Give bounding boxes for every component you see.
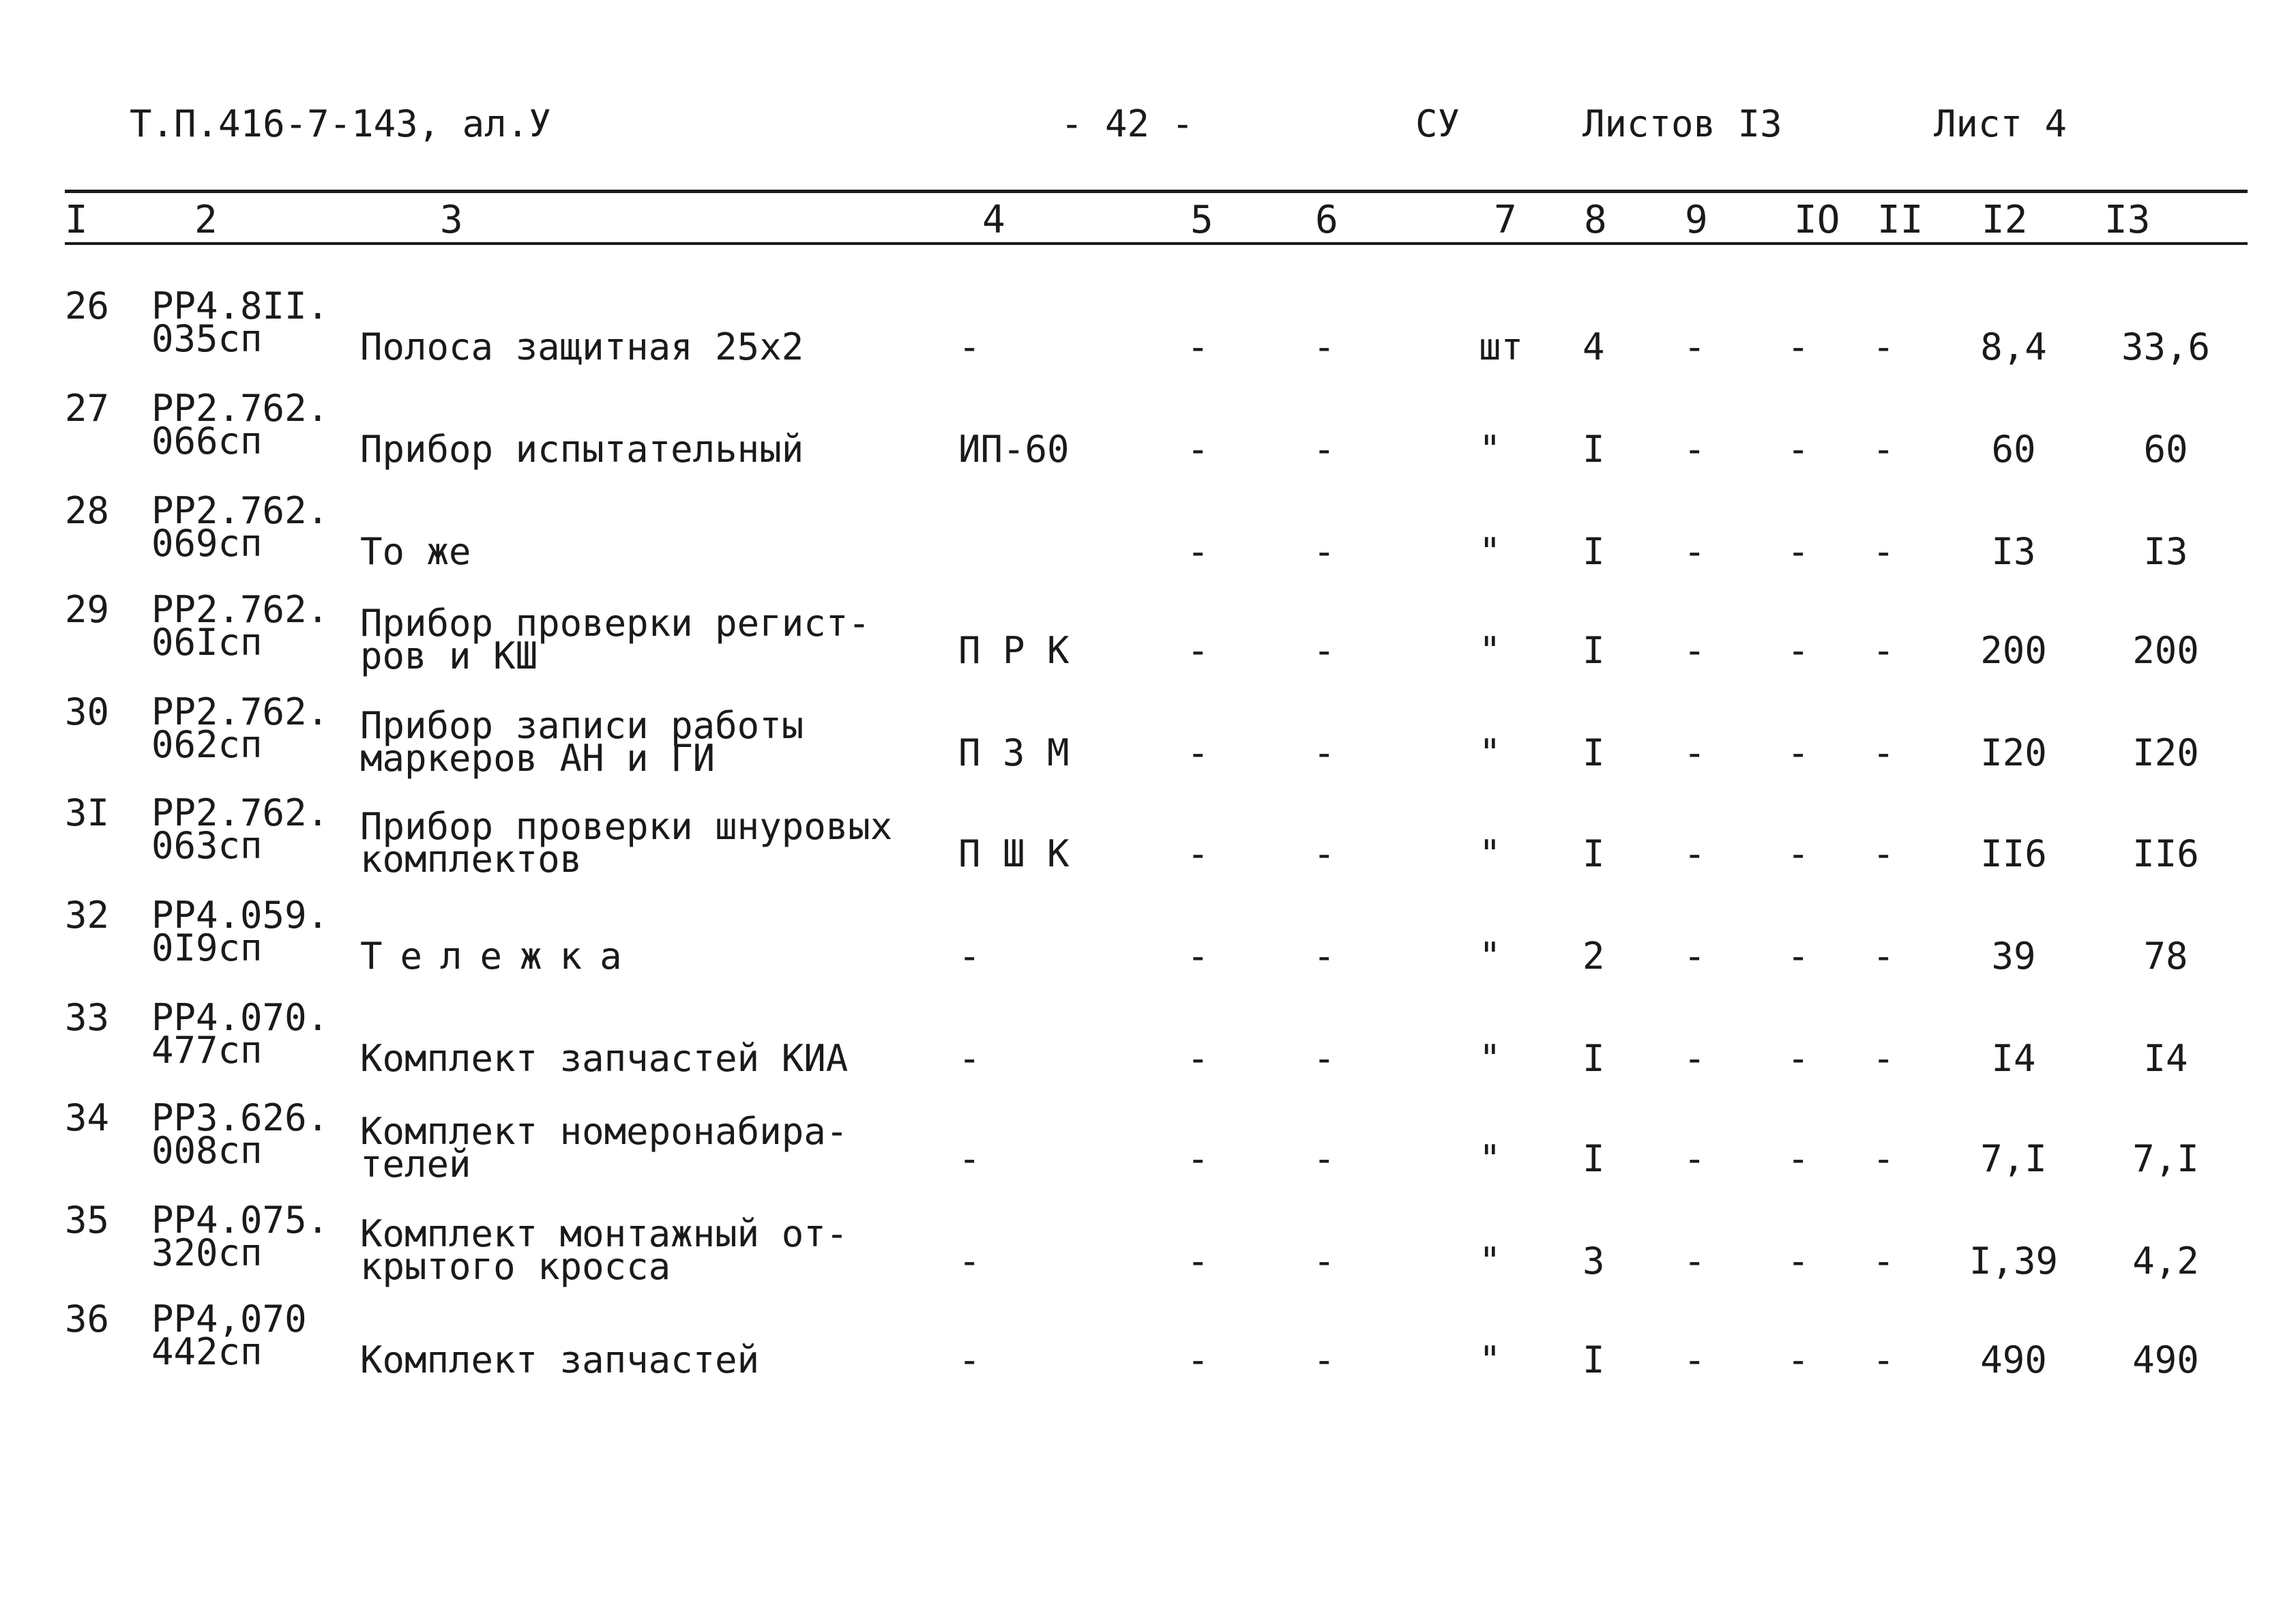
- item-name: Комплект номеронабира- телей: [360, 1110, 849, 1186]
- quantity: I: [1583, 832, 1605, 875]
- designation-code: РР4.8II. 035сп: [151, 284, 329, 360]
- designation-code: РР2.762. 069сп: [151, 489, 329, 565]
- item-name: Тележка: [360, 935, 640, 978]
- item-type: -: [958, 935, 981, 978]
- column-10-value: -: [1787, 530, 1810, 573]
- column-6-value: -: [1313, 629, 1336, 672]
- item-name: Прибор записи работы маркеров АН и ГИ: [360, 704, 804, 780]
- row-number: 30: [65, 690, 110, 733]
- sheet-number: Лист 4: [1934, 102, 2067, 145]
- table-row: [0, 894, 2296, 1001]
- document-reference: Т.П.416-7-143, ал.У: [130, 102, 551, 145]
- total-price: 60: [2143, 428, 2188, 471]
- table-row: [0, 1199, 2296, 1306]
- column-number: I3: [2104, 198, 2151, 242]
- column-5-value: -: [1187, 731, 1209, 774]
- designation-code: РР2.762. 063сп: [151, 791, 329, 867]
- item-name: Прибор проверки шнуровых комплектов: [360, 805, 893, 881]
- column-5-value: -: [1187, 832, 1209, 875]
- sheets-total: Листов I3: [1583, 102, 1782, 145]
- quantity: I: [1583, 1338, 1605, 1381]
- column-11-value: -: [1872, 1137, 1895, 1180]
- column-number: 7: [1494, 198, 1517, 242]
- unit-price: 39: [1991, 935, 2036, 978]
- item-type: П З М: [958, 731, 1070, 774]
- unit-price: 490: [1980, 1338, 2047, 1381]
- column-10-value: -: [1787, 1037, 1810, 1080]
- designation-code: РР4.070. 477сп: [151, 996, 329, 1072]
- row-number: 35: [65, 1199, 110, 1242]
- unit-of-measure: ": [1479, 731, 1501, 774]
- column-6-value: -: [1313, 1137, 1336, 1180]
- column-9-value: -: [1683, 629, 1706, 672]
- column-10-value: -: [1787, 428, 1810, 471]
- column-5-value: -: [1187, 1137, 1209, 1180]
- unit-price: I3: [1991, 530, 2036, 573]
- column-number: II: [1877, 198, 1924, 242]
- unit-price: II6: [1980, 832, 2047, 875]
- table-row: [0, 690, 2296, 798]
- row-number: 27: [65, 387, 110, 430]
- total-price: I4: [2143, 1037, 2188, 1080]
- item-type: -: [958, 1240, 981, 1283]
- column-11-value: -: [1872, 325, 1895, 368]
- total-price: I20: [2132, 731, 2199, 774]
- column-10-value: -: [1787, 935, 1810, 978]
- unit-of-measure: ": [1479, 629, 1501, 672]
- quantity: I: [1583, 1137, 1605, 1180]
- item-type: П Р К: [958, 629, 1070, 672]
- quantity: 4: [1583, 325, 1605, 368]
- column-9-value: -: [1683, 832, 1706, 875]
- column-9-value: -: [1683, 530, 1706, 573]
- row-number: 3I: [65, 791, 110, 834]
- designation-code: РР2.762. 062сп: [151, 690, 329, 766]
- column-9-value: -: [1683, 428, 1706, 471]
- total-price: 200: [2132, 629, 2199, 672]
- total-price: I3: [2143, 530, 2188, 573]
- column-5-value: -: [1187, 1240, 1209, 1283]
- column-10-value: -: [1787, 1137, 1810, 1180]
- row-number: 36: [65, 1298, 110, 1340]
- designation-code: РР4,070 442сп: [151, 1298, 307, 1373]
- total-price: 78: [2143, 935, 2188, 978]
- column-9-value: -: [1683, 1338, 1706, 1381]
- column-11-value: -: [1872, 935, 1895, 978]
- column-5-value: -: [1187, 325, 1209, 368]
- quantity: 2: [1583, 935, 1605, 978]
- column-5-value: -: [1187, 935, 1209, 978]
- unit-price: I20: [1980, 731, 2047, 774]
- unit-of-measure: ": [1479, 530, 1501, 573]
- column-number: 6: [1315, 198, 1338, 242]
- unit-of-measure: шт: [1479, 325, 1524, 368]
- table-row: [0, 284, 2296, 392]
- column-9-value: -: [1683, 1240, 1706, 1283]
- table-header-rule: [65, 242, 2248, 245]
- table-row: [0, 996, 2296, 1104]
- unit-of-measure: ": [1479, 428, 1501, 471]
- total-price: II6: [2132, 832, 2199, 875]
- quantity: I: [1583, 629, 1605, 672]
- quantity: I: [1583, 1037, 1605, 1080]
- column-11-value: -: [1872, 1037, 1895, 1080]
- column-6-value: -: [1313, 731, 1336, 774]
- unit-of-measure: ": [1479, 1137, 1501, 1180]
- column-10-value: -: [1787, 325, 1810, 368]
- column-9-value: -: [1683, 1037, 1706, 1080]
- section-code: СУ: [1415, 102, 1460, 145]
- page-number: - 42 -: [1061, 102, 1194, 145]
- unit-price: I,39: [1969, 1240, 2059, 1283]
- column-number: I: [65, 198, 88, 242]
- unit-of-measure: ": [1479, 832, 1501, 875]
- unit-of-measure: ": [1479, 1338, 1501, 1381]
- row-number: 29: [65, 588, 110, 631]
- column-9-value: -: [1683, 325, 1706, 368]
- column-9-value: -: [1683, 935, 1706, 978]
- column-6-value: -: [1313, 325, 1336, 368]
- column-11-value: -: [1872, 731, 1895, 774]
- item-type: -: [958, 1037, 981, 1080]
- column-11-value: -: [1872, 1338, 1895, 1381]
- column-11-value: -: [1872, 1240, 1895, 1283]
- item-type: ИП-60: [958, 428, 1070, 471]
- column-9-value: -: [1683, 731, 1706, 774]
- column-6-value: -: [1313, 530, 1336, 573]
- column-5-value: -: [1187, 1338, 1209, 1381]
- row-number: 28: [65, 489, 110, 532]
- total-price: 490: [2132, 1338, 2199, 1381]
- column-number: IO: [1794, 198, 1840, 242]
- total-price: 4,2: [2132, 1240, 2199, 1283]
- column-5-value: -: [1187, 1037, 1209, 1080]
- item-name: То же: [360, 530, 471, 573]
- column-5-value: -: [1187, 629, 1209, 672]
- column-number: I2: [1982, 198, 2028, 242]
- unit-price: I4: [1991, 1037, 2036, 1080]
- column-10-value: -: [1787, 1338, 1810, 1381]
- column-6-value: -: [1313, 428, 1336, 471]
- column-number: 2: [194, 198, 218, 242]
- item-type: -: [958, 1338, 981, 1381]
- column-6-value: -: [1313, 1338, 1336, 1381]
- column-10-value: -: [1787, 731, 1810, 774]
- table-row: [0, 588, 2296, 696]
- row-number: 34: [65, 1096, 110, 1139]
- unit-price: 200: [1980, 629, 2047, 672]
- column-6-value: -: [1313, 935, 1336, 978]
- column-6-value: -: [1313, 832, 1336, 875]
- designation-code: РР2.762. 06Iсп: [151, 588, 329, 664]
- unit-price: 7,I: [1980, 1137, 2047, 1180]
- item-name: Комплект запчастей КИА: [360, 1037, 849, 1080]
- column-6-value: -: [1313, 1240, 1336, 1283]
- quantity: 3: [1583, 1240, 1605, 1283]
- unit-of-measure: ": [1479, 935, 1501, 978]
- column-10-value: -: [1787, 832, 1810, 875]
- item-type: П Ш К: [958, 832, 1070, 875]
- column-11-value: -: [1872, 428, 1895, 471]
- item-type: -: [958, 1137, 981, 1180]
- column-5-value: -: [1187, 530, 1209, 573]
- designation-code: РР2.762. 066сп: [151, 387, 329, 463]
- column-10-value: -: [1787, 629, 1810, 672]
- column-number: 4: [982, 198, 1005, 242]
- total-price: 33,6: [2121, 325, 2211, 368]
- column-6-value: -: [1313, 1037, 1336, 1080]
- unit-price: 60: [1991, 428, 2036, 471]
- quantity: I: [1583, 428, 1605, 471]
- column-number: 9: [1685, 198, 1708, 242]
- item-name: Полоса защитная 25х2: [360, 325, 804, 368]
- column-11-value: -: [1872, 530, 1895, 573]
- column-number: 5: [1190, 198, 1213, 242]
- item-name: Комплект монтажный от- крытого кросса: [360, 1212, 849, 1288]
- quantity: I: [1583, 530, 1605, 573]
- table-row: [0, 387, 2296, 495]
- table-row: [0, 1096, 2296, 1204]
- column-number: 8: [1584, 198, 1607, 242]
- column-9-value: -: [1683, 1137, 1706, 1180]
- row-number: 33: [65, 996, 110, 1039]
- column-10-value: -: [1787, 1240, 1810, 1283]
- row-number: 32: [65, 894, 110, 937]
- table-row: [0, 1298, 2296, 1405]
- table-row: [0, 791, 2296, 899]
- total-price: 7,I: [2132, 1137, 2199, 1180]
- unit-of-measure: ": [1479, 1037, 1501, 1080]
- quantity: I: [1583, 731, 1605, 774]
- item-name: Прибор проверки регист- ров и КШ: [360, 602, 870, 677]
- column-11-value: -: [1872, 629, 1895, 672]
- unit-price: 8,4: [1980, 325, 2047, 368]
- column-5-value: -: [1187, 428, 1209, 471]
- table-row: [0, 489, 2296, 597]
- item-name: Комплект запчастей: [360, 1338, 760, 1381]
- designation-code: РР4.059. 0I9сп: [151, 894, 329, 969]
- item-name: Прибор испытательный: [360, 428, 804, 471]
- row-number: 26: [65, 284, 110, 327]
- designation-code: РР4.075. 320сп: [151, 1199, 329, 1274]
- column-11-value: -: [1872, 832, 1895, 875]
- column-number: 3: [440, 198, 463, 242]
- designation-code: РР3.626. 008сп: [151, 1096, 329, 1172]
- item-type: -: [958, 325, 981, 368]
- table-top-rule: [65, 190, 2248, 193]
- unit-of-measure: ": [1479, 1240, 1501, 1283]
